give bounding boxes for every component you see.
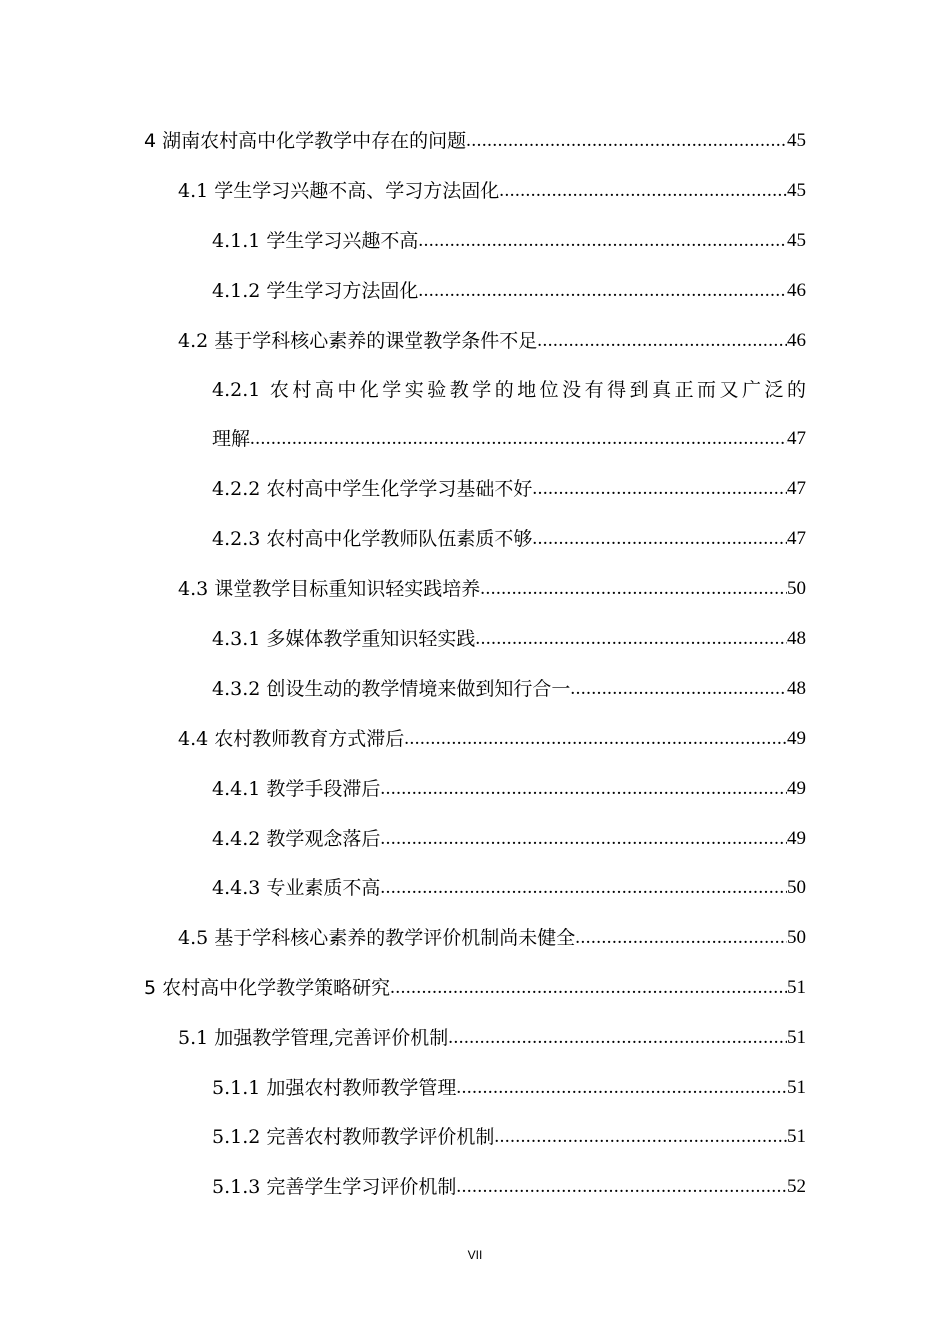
toc-page-number: 51 [787, 1027, 806, 1048]
toc-leader-dots [575, 918, 787, 958]
toc-entry[interactable] [212, 1167, 806, 1207]
toc-entry-label: 4.1 学生学习兴趣不高、学习方法固化 [178, 180, 500, 202]
toc-entry[interactable] [212, 619, 806, 659]
toc-entry[interactable] [212, 669, 806, 709]
toc-entry[interactable] [178, 1018, 806, 1058]
toc-entry-label: 5.1.1 加强农村教师教学管理 [212, 1077, 457, 1099]
toc-entry-label: 4.1.1 学生学习兴趣不高 [212, 230, 419, 252]
toc-page-number: 45 [787, 180, 806, 201]
toc-leader-dots [499, 171, 787, 211]
toc-entry[interactable] [212, 868, 806, 908]
toc-leader-dots [570, 669, 787, 709]
toc-leader-dots [250, 419, 787, 459]
toc-page-number: 45 [787, 230, 806, 251]
toc-page-number: 49 [787, 778, 806, 799]
toc-leader-dots [537, 321, 787, 361]
toc-leader-dots [456, 1068, 787, 1108]
toc-entry-label: 5 农村高中化学教学策略研究 [144, 977, 391, 999]
toc-leader-dots [480, 569, 787, 609]
toc-leader-dots [532, 469, 787, 509]
toc-leader-dots [475, 619, 787, 659]
toc-entry[interactable] [212, 1068, 806, 1108]
toc-entry-label: 4.4.2 教学观念落后 [212, 828, 381, 850]
toc-page-number: 51 [787, 977, 806, 998]
toc-page-number: 47 [787, 428, 806, 449]
toc-page-number: 51 [787, 1126, 806, 1147]
toc-page-number: 52 [787, 1176, 806, 1197]
toc-page-number: 50 [787, 877, 806, 898]
toc-entry-label: 4.3.1 多媒体教学重知识轻实践 [212, 628, 476, 650]
toc-leader-dots [494, 1117, 787, 1157]
toc-entry-label: 4.3.2 创设生动的教学情境来做到知行合一 [212, 678, 571, 700]
toc-entry-label: 5.1.2 完善农村教师教学评价机制 [212, 1126, 495, 1148]
toc-page-number: 47 [787, 478, 806, 499]
toc-page-number: 46 [787, 280, 806, 301]
toc-entry[interactable] [178, 171, 806, 211]
toc-page-number: 49 [787, 828, 806, 849]
toc-entry-label: 4.4.3 专业素质不高 [212, 877, 381, 899]
toc-entry[interactable] [144, 968, 806, 1008]
toc-leader-dots [456, 1167, 787, 1207]
toc-entry[interactable] [178, 918, 806, 958]
toc-entry-label: 4 湖南农村高中化学教学中存在的问题 [144, 130, 467, 152]
toc-entry[interactable] [212, 819, 806, 859]
toc-page-number: 50 [787, 578, 806, 599]
toc-entry-label: 5.1 加强教学管理,完善评价机制 [178, 1027, 449, 1049]
toc-entry[interactable] [212, 419, 806, 459]
toc-entry[interactable] [212, 519, 806, 559]
toc-leader-dots [404, 719, 787, 759]
toc-leader-dots [390, 968, 787, 1008]
toc-entry[interactable] [212, 221, 806, 261]
toc-entry-label: 理解 [212, 428, 251, 450]
toc-entry-label: 4.2.2 农村高中学生化学学习基础不好 [212, 478, 533, 500]
toc-entry[interactable] [212, 469, 806, 509]
toc-page-number: 50 [787, 927, 806, 948]
toc-leader-dots [380, 769, 787, 809]
toc-leader-dots [448, 1018, 787, 1058]
page-footer-number: VII [467, 1248, 483, 1262]
toc-leader-dots [466, 121, 787, 161]
toc-entry-label: 4.1.2 学生学习方法固化 [212, 280, 419, 302]
toc-entry-label: 4.3 课堂教学目标重知识轻实践培养 [178, 578, 481, 600]
toc-entry[interactable] [212, 1117, 806, 1157]
toc-page-number: 49 [787, 728, 806, 749]
toc-leader-dots [418, 221, 787, 261]
toc-entry-label: 4.2.3 农村高中化学教师队伍素质不够 [212, 528, 533, 550]
toc-entry-wrapped-first-line[interactable]: 4.2.1 农村高中化学实验教学的地位没有得到真正而又广泛的 [212, 379, 806, 401]
toc-entry[interactable] [178, 321, 806, 361]
toc-entry-label: 4.4.1 教学手段滞后 [212, 778, 381, 800]
toc-entry-label: 4.2 基于学科核心素养的课堂教学条件不足 [178, 330, 538, 352]
toc-entry[interactable] [178, 719, 806, 759]
toc-entry-label: 4.4 农村教师教育方式滞后 [178, 728, 405, 750]
toc-page-number: 46 [787, 330, 806, 351]
toc-entry-label: 4.5 基于学科核心素养的教学评价机制尚未健全 [178, 927, 576, 949]
toc-entry[interactable] [178, 569, 806, 609]
toc-entry[interactable] [144, 121, 806, 161]
toc-entry-label: 5.1.3 完善学生学习评价机制 [212, 1176, 457, 1198]
toc-page-number: 45 [787, 130, 806, 151]
toc-leader-dots [380, 819, 787, 859]
toc-entry[interactable] [212, 271, 806, 311]
toc-page-number: 51 [787, 1077, 806, 1098]
toc-leader-dots [380, 868, 787, 908]
toc-page-number: 48 [787, 628, 806, 649]
toc-entry[interactable] [212, 769, 806, 809]
toc-leader-dots [418, 271, 787, 311]
toc-page-number: 47 [787, 528, 806, 549]
toc-leader-dots [532, 519, 787, 559]
toc-page-number: 48 [787, 678, 806, 699]
